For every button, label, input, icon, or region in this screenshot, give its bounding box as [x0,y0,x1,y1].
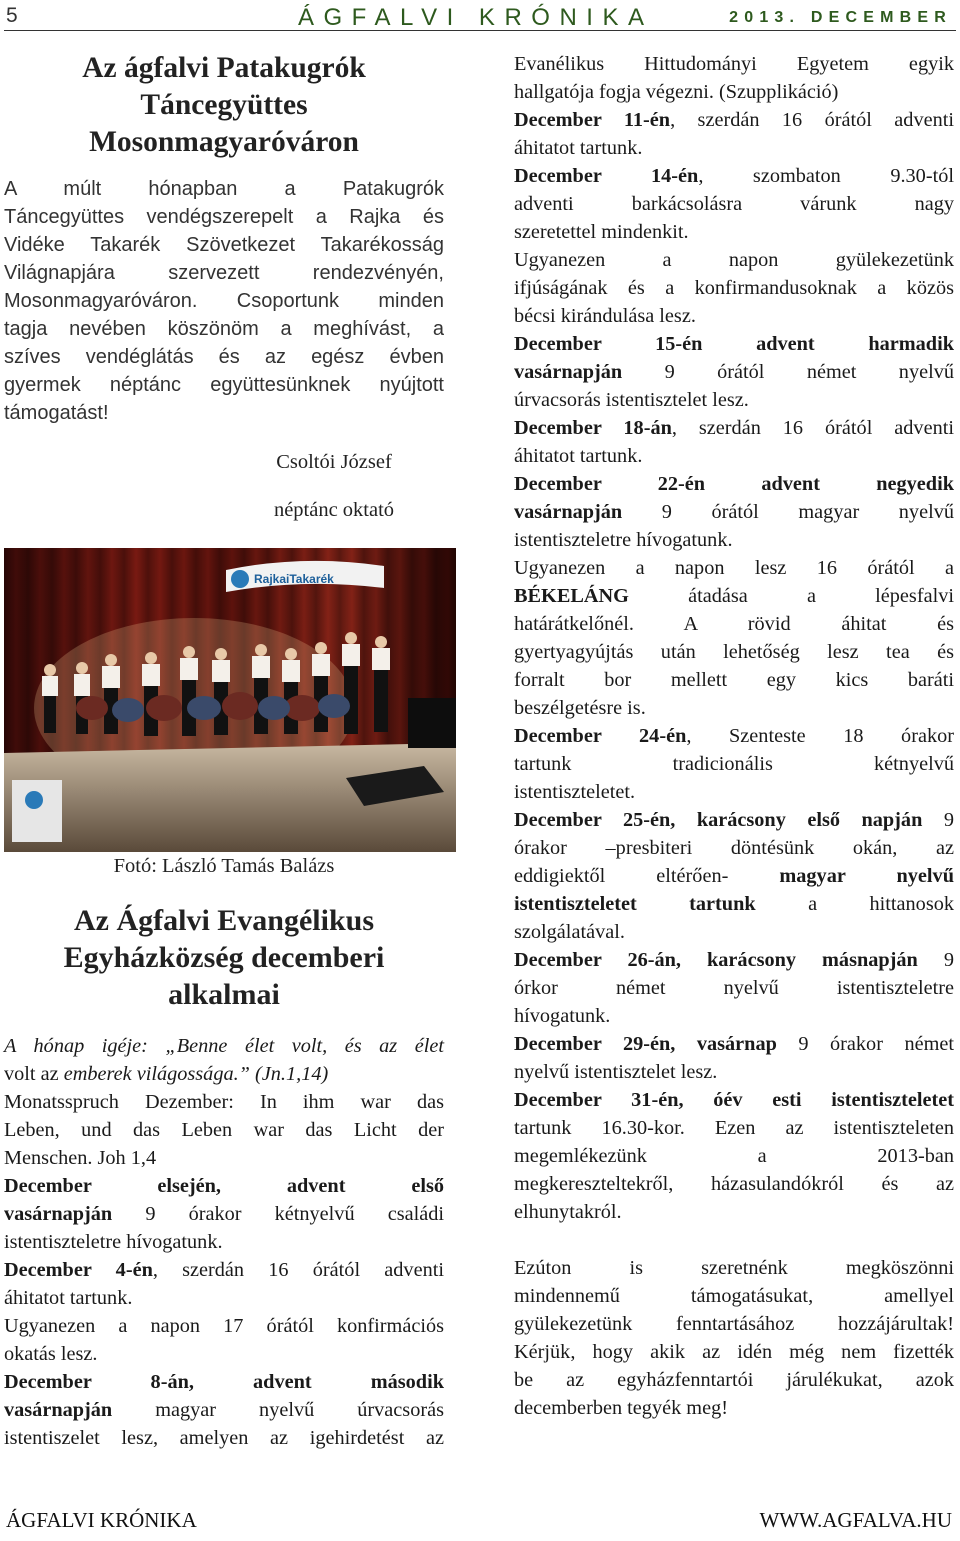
article-title-line: Táncegyüttes [140,89,308,121]
event-line: Ugyanezen a napon gyülekezetünk [514,249,954,271]
event-line: beszélgetésre is. [514,697,646,719]
event-line: Evanélikus Hittudományi Egyetem egyik [514,53,954,75]
event-line: vasárnapján 9 órától német nyelvű [514,361,954,383]
event-line: istentiszteletre hívogatunk. [514,529,733,551]
issue-date: 2013. DECEMBER [729,9,952,26]
event-line: nyelvű istentisztelet lesz. [514,1061,718,1083]
article-title-line: Mosonmagyaróváron [89,126,359,158]
event-line: December 25-én, karácsony első napján 9 [514,809,954,831]
signature [4,448,444,525]
right-column [514,50,954,1422]
german-line: Leben, und das Leben war das Licht der [4,1119,444,1141]
event-line: tartunk tradicionális kétnyelvű [514,753,954,775]
german-line: Monatsspruch Dezember: In ihm war das [4,1091,444,1113]
event-line: bécsi kirándulása lesz. [514,305,696,327]
left-column-lower [4,852,444,1452]
body-line: Mosonmagyaróváron. Csoportunk minden [4,290,444,312]
thanks-line: be az egyházfenntartói járulékukat, azok [514,1369,954,1391]
article2-body [4,1032,444,1452]
body-line: Vidéke Takarék Szövetkezet Takarékosság [4,234,444,256]
event-line: határátkelőnél. A rövid áhitat és [514,613,954,635]
footer-title: ÁGFALVI KRÓNIKA [6,1508,197,1532]
event-line: December elsején, advent első [4,1175,444,1197]
event-line: istentiszelet lesz, amelyen az igehirdetést az [4,1427,444,1449]
event-line: szolgálatával. [514,921,625,943]
event-line: December 4-én, szerdán 16 órától adventi [4,1259,444,1281]
event-line: elhunytakról. [514,1201,622,1223]
event-line: December 8-án, advent második [4,1371,444,1393]
article2-title [4,902,444,1013]
event-line: megkereszteltekről, házasulandókról és az [514,1173,954,1195]
event-line: tartunk 16.30-kor. Ezen az istentiszteleten [514,1117,954,1139]
event-line: szeretettel mindenkit. [514,221,689,243]
article-title-line: Az ágfalvi Patakugrók [82,52,366,84]
article-title-line: Az Ágfalvi Evangélikus [73,904,375,937]
event-line: gyertyagyújtás után lehetőség lesz tea és [514,641,954,663]
event-line: December 15-én advent harmadik [514,333,954,355]
body-line: tagja nevében köszönöm a meghívást, a [4,318,444,340]
event-line: okatás lesz. [4,1343,98,1365]
page-header [0,0,960,32]
event-line: istentiszteletre hívogatunk. [4,1231,223,1253]
event-line: órkor német nyelvű istentiszteletre [514,977,954,999]
sponsor-banner-text: RajkaiTakarék [254,572,334,586]
german-line: Menschen. Joh 1,4 [4,1147,157,1169]
event-line: December 14-én, szombaton 9.30-tól [514,165,954,187]
signature-role: néptánc oktató [273,499,395,521]
article-body [4,175,444,427]
thanks-line: gyülekezetünk fenntartásához hozzájárultak! [514,1313,954,1335]
page-number: 5 [6,4,18,27]
thanks-line: decemberben tegyék meg! [514,1397,728,1419]
thanks-line: mindennemű támogatásukat, amellyel [514,1285,954,1307]
event-line: forralt bor mellett egy kics baráti [514,669,954,691]
article-title [4,50,444,161]
event-line: órakor –presbiteri döntésünk okán, az [514,837,954,859]
body-line: Világnapjára szervezett rendezvényén, [4,262,444,284]
event-line: December 18-án, szerdán 16 órától adventi [514,417,954,439]
event-line: istentiszteletet. [514,781,636,803]
body-line: szíves vendéglátás és az egész évben [4,346,444,368]
thanks-paragraph [514,1254,954,1422]
event-line: December 26-án, karácsony másnapján 9 [514,949,954,971]
event-line: úrvacsorás istentisztelet lesz. [514,389,749,411]
event-line: December 31-én, óév esti istentiszteletet [514,1089,954,1111]
footer-website-link[interactable]: WWW.AGFALVA.HU [759,1508,952,1532]
event-line: December 24-én, Szenteste 18 órakor [514,725,954,747]
article-title-line: alkalmai [168,978,280,1011]
event-line: áhitatot tartunk. [514,137,643,159]
header-rule [4,30,956,31]
newsletter-title: ÁGFALVI KRÓNIKA [298,4,654,31]
event-line: Ugyanezen a napon 17 órától konfirmációs [4,1315,444,1337]
event-line: ifjúságának és a konfirmandusoknak a közös [514,277,954,299]
dance-performance-photo [4,548,456,852]
event-line: vasárnapján 9 órakor kétnyelvű családi [4,1203,444,1225]
event-line: áhitatot tartunk. [514,445,643,467]
event-line: December 11-én, szerdán 16 órától adventi [514,109,954,131]
body-line: gyermek néptánc együttesünknek nyújtott [4,374,444,396]
event-line: vasárnapján magyar nyelvű úrvacsorás [4,1399,444,1421]
left-column [4,50,444,545]
body-line: Táncegyüttes vendégszerepelt a Rajka és [4,206,444,228]
motto-line: volt az emberek világossága.” (Jn.1,14) [4,1063,329,1085]
event-line: December 29-én, vasárnap 9 órakor német [514,1033,954,1055]
photo-caption: Fotó: László Tamás Balázs [113,855,335,877]
event-line: Ugyanezen a napon lesz 16 órától a [514,557,954,579]
event-line: áhitatot tartunk. [4,1287,133,1309]
event-line: hallgatója fogja végezni. (Szupplikáció) [514,81,839,103]
event-line: hívogatunk. [514,1005,611,1027]
event-line: adventi barkácsolásra várunk nagy [514,193,954,215]
event-line: BÉKELÁNG átadása a lépesfalvi [514,585,954,607]
event-line: December 22-én advent negyedik [514,473,954,495]
thanks-line: Ezúton is szeretnénk megköszönni [514,1257,954,1279]
signature-name: Csoltói József [276,450,392,473]
motto-line: A hónap igéje: „Benne élet volt, és az élet [4,1035,444,1057]
article-title-line: Egyházközség decemberi [63,941,385,974]
event-line: megemlékezünk a 2013-ban [514,1145,954,1167]
event-line: vasárnapján 9 órától magyar nyelvű [514,501,954,523]
event-line: eddigiektől eltérően- magyar nyelvű [514,865,954,887]
body-line: támogatást! [4,402,109,424]
event-line: istentiszteletet tartunk a hittanosok [514,893,954,915]
thanks-line: Kérjük, hogy akik az idén még nem fizették [514,1341,954,1363]
body-line: A múlt hónapban a Patakugrók [4,178,444,200]
